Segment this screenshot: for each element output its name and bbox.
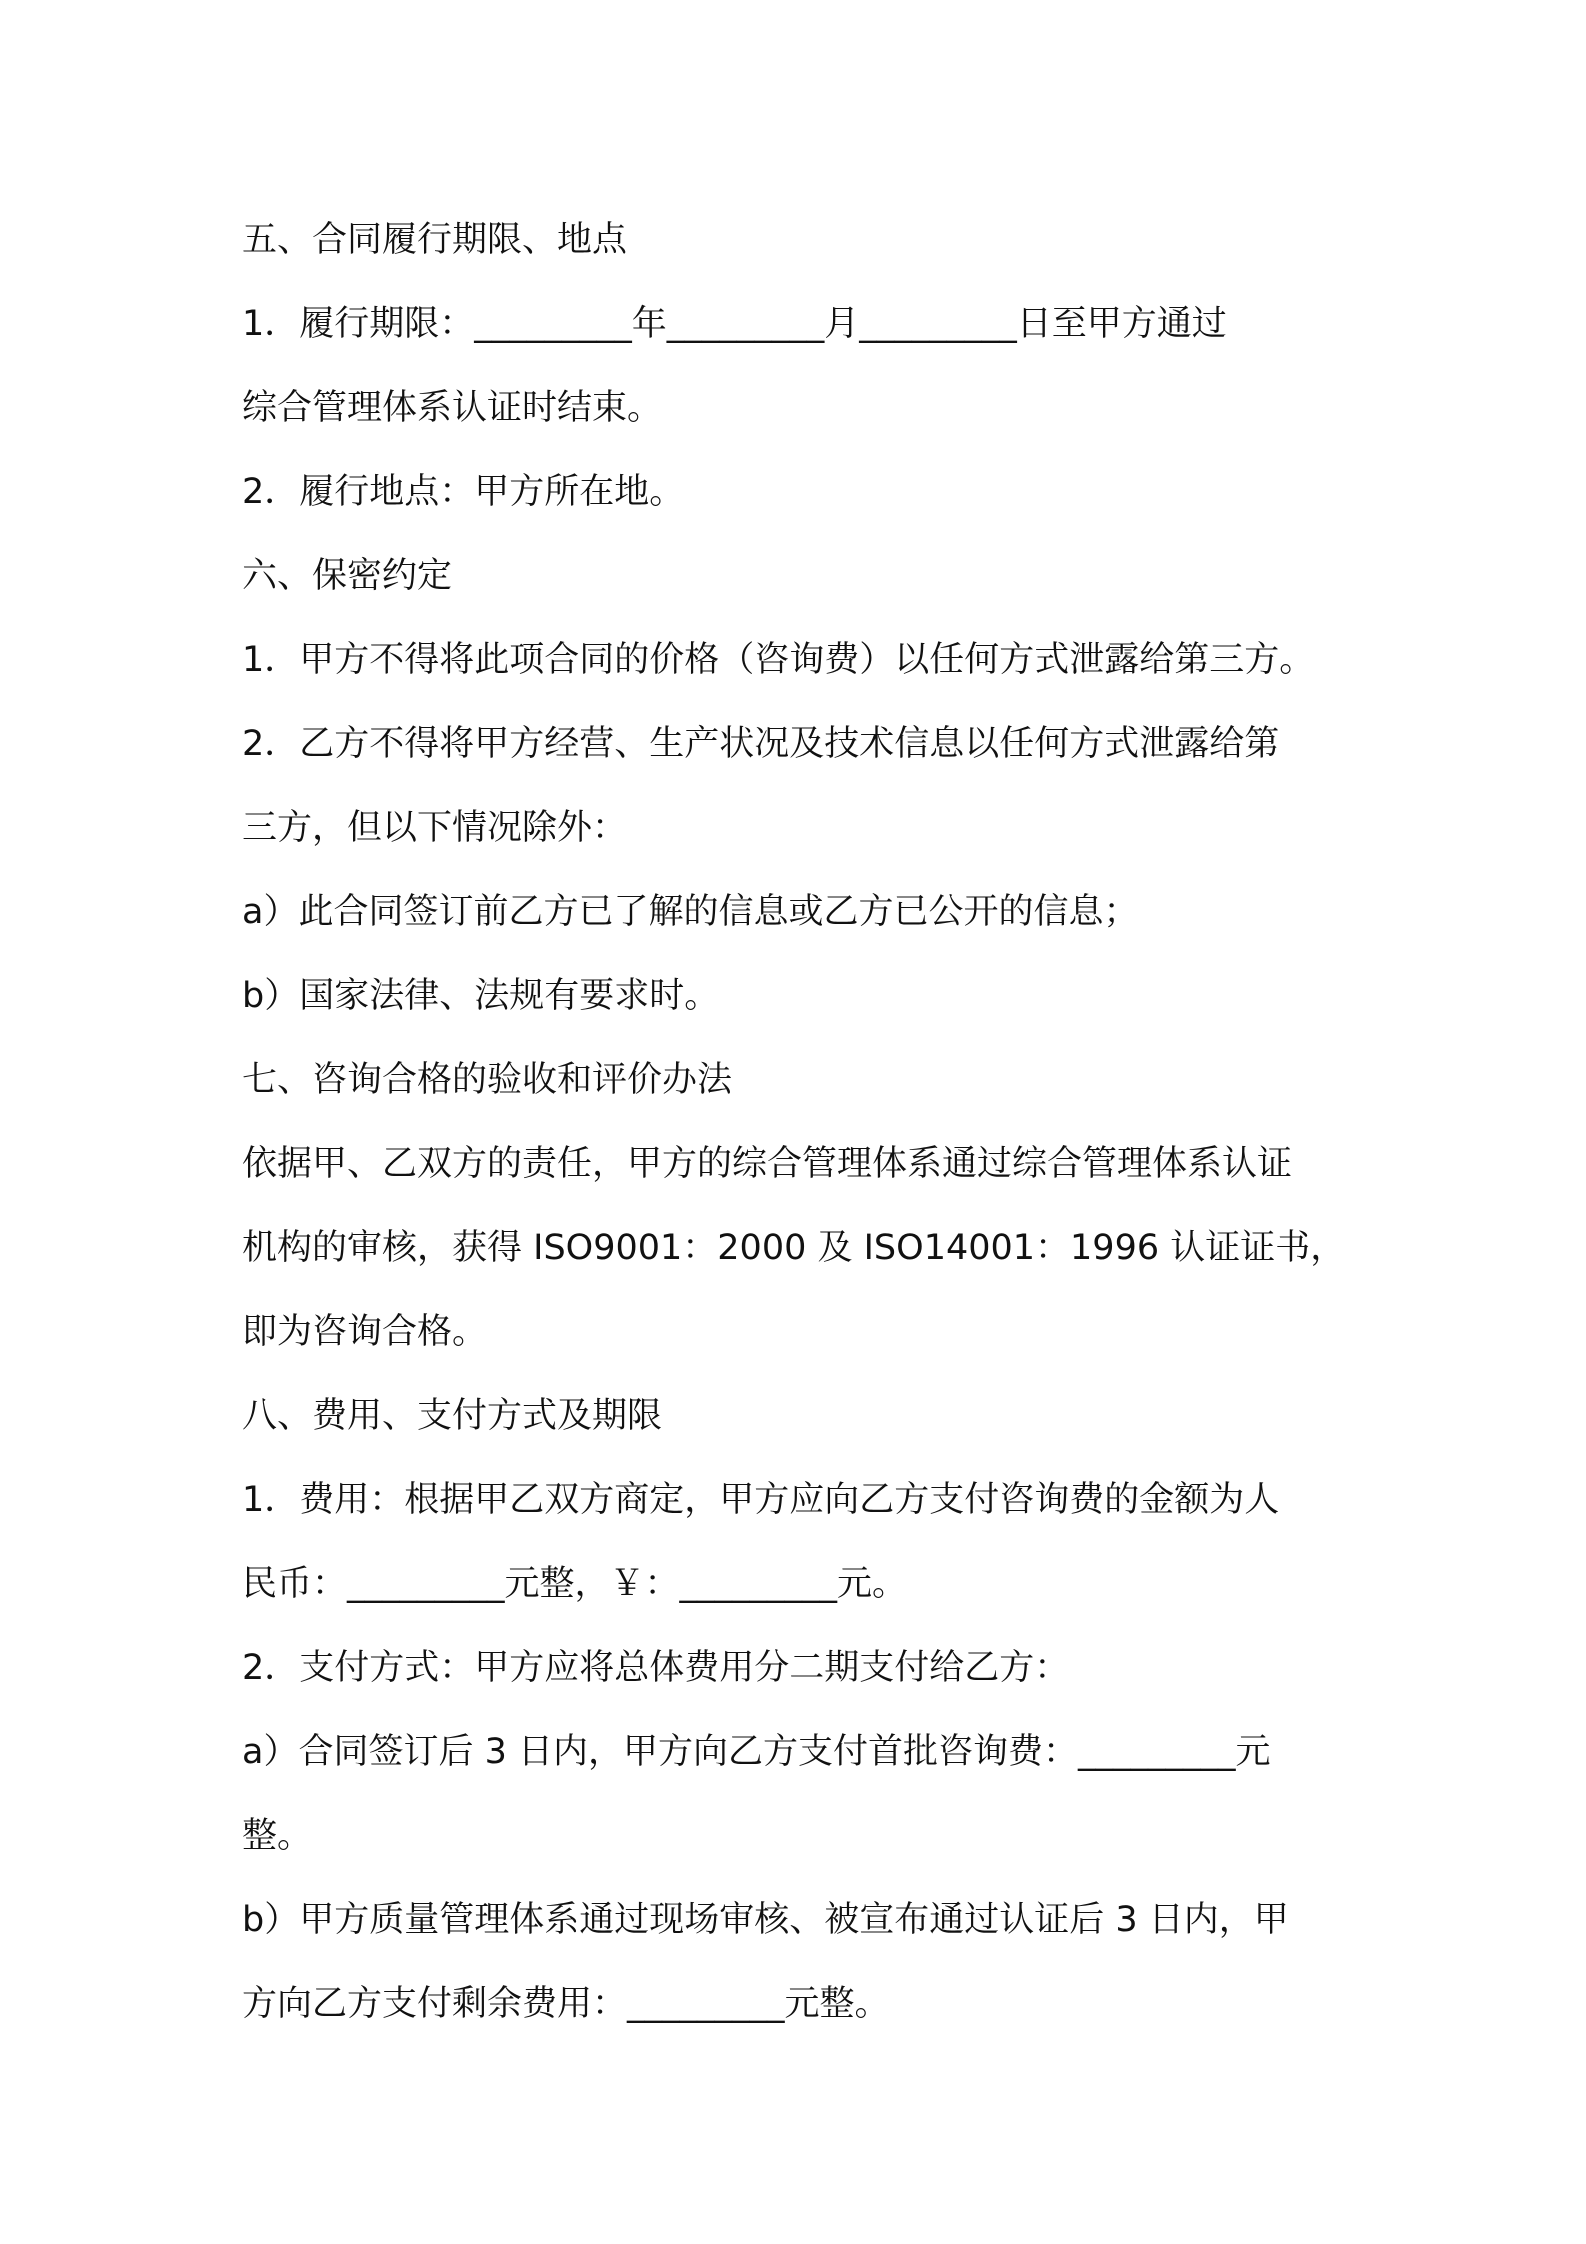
paragraph-line: 2．履行地点：甲方所在地。 <box>242 472 685 512</box>
document-body <box>242 198 1402 2046</box>
paragraph-line: a）此合同签订前乙方已了解的信息或乙方已公开的信息； <box>242 892 1139 932</box>
paragraph-line: 依据甲、乙双方的责任，甲方的综合管理体系通过综合管理体系认证 <box>242 1144 1293 1184</box>
paragraph-line: b）国家法律、法规有要求时。 <box>242 976 720 1016</box>
paragraph-line: 2．支付方式：甲方应将总体费用分二期支付给乙方： <box>242 1648 1070 1688</box>
section-heading-confidentiality: 六、保密约定 <box>242 556 453 596</box>
paragraph-line: 方向乙方支付剩余费用：_________元整。 <box>242 1984 890 2024</box>
paragraph-line: 综合管理体系认证时结束。 <box>242 388 663 428</box>
paragraph-line: 整。 <box>242 1816 313 1856</box>
paragraph-line: 1．甲方不得将此项合同的价格（咨询费）以任何方式泄露给第三方。 <box>242 640 1315 680</box>
section-heading-fees-payment: 八、费用、支付方式及期限 <box>242 1396 663 1436</box>
paragraph-line: 1．履行期限：_________年_________月_________日至甲方通过 <box>242 304 1227 344</box>
paragraph-line: 1．费用：根据甲乙双方商定，甲方应向乙方支付咨询费的金额为人 <box>242 1480 1280 1520</box>
section-heading-performance-term: 五、合同履行期限、地点 <box>242 220 628 260</box>
paragraph-line: 即为咨询合格。 <box>242 1312 488 1352</box>
section-heading-acceptance: 七、咨询合格的验收和评价办法 <box>242 1060 733 1100</box>
paragraph-line: b）甲方质量管理体系通过现场审核、被宣布通过认证后 3 日内，甲 <box>242 1900 1289 1940</box>
paragraph-line: 三方，但以下情况除外： <box>242 808 628 848</box>
paragraph-line: 2．乙方不得将甲方经营、生产状况及技术信息以任何方式泄露给第 <box>242 724 1280 764</box>
paragraph-line: 民币：_________元整，￥：_________元。 <box>242 1564 908 1604</box>
paragraph-line: a）合同签订后 3 日内，甲方向乙方支付首批咨询费：_________元 <box>242 1732 1271 1772</box>
paragraph-line: 机构的审核，获得 ISO9001：2000 及 ISO14001：1996 认证证书， <box>242 1228 1346 1268</box>
